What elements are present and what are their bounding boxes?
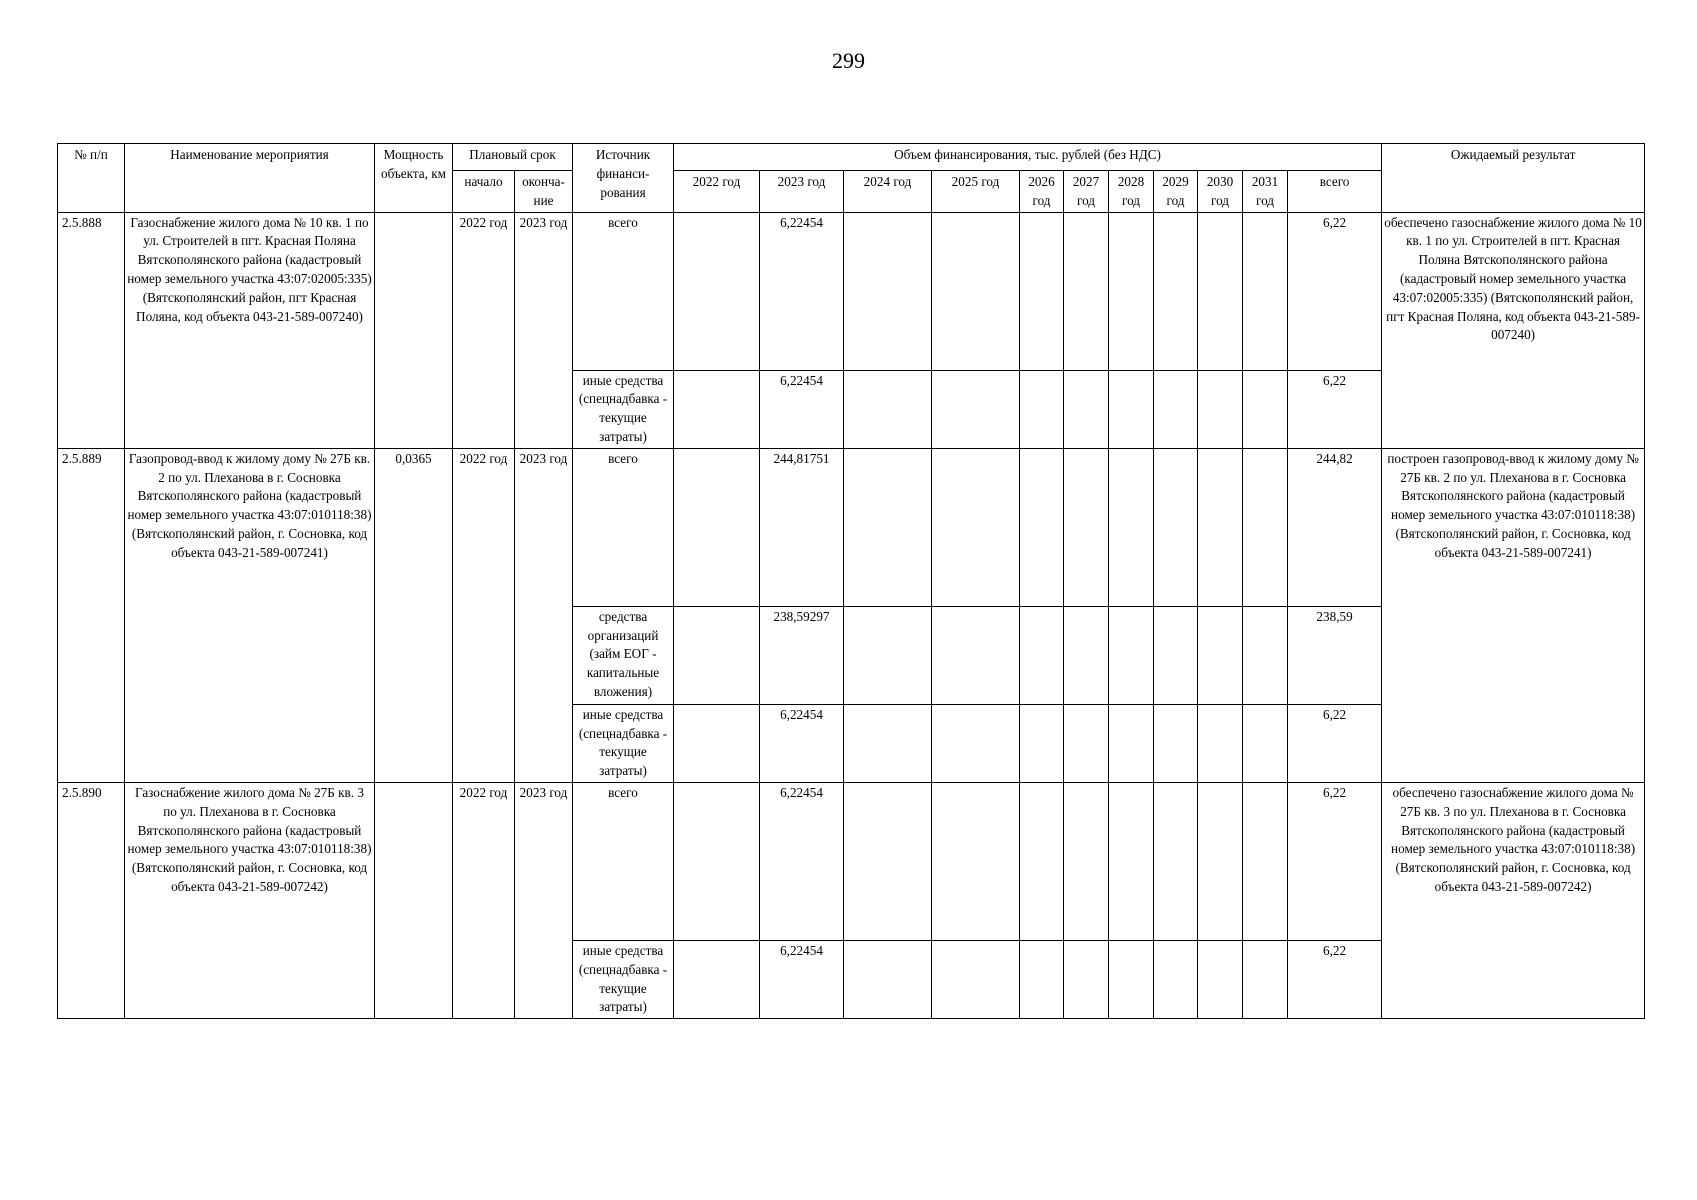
value-2022: [674, 606, 760, 704]
year-header-2022: 2022 год: [674, 171, 760, 213]
value-2024: [844, 782, 932, 940]
measure-name: Газоснабжение жилого дома № 27Б кв. 3 по ул. Плеханова в г. Сосновка Вятскополянского района (кадастровый номер земельного участка 43:07:010118:38) (Вятскополянский район, г. Сосновка, код объекта 043-21-589-007242): [125, 782, 375, 1018]
value-2026: [1020, 704, 1064, 782]
col-total-header: всего: [1288, 171, 1382, 213]
funding-source: иные средства (спецнадбавка - текущие затраты): [573, 704, 674, 782]
value-2028: [1109, 370, 1154, 448]
year-header-2024: 2024 год: [844, 171, 932, 213]
value-2030: [1198, 704, 1243, 782]
value-2023: 6,22454: [760, 940, 844, 1018]
col-end-header: оконча-ние: [515, 171, 573, 213]
value-2027: [1064, 606, 1109, 704]
year-header-2029: 2029 год: [1154, 171, 1198, 213]
value-2024: [844, 212, 932, 370]
funding-source: иные средства (спецнадбавка - текущие затраты): [573, 370, 674, 448]
year-header-2027: 2027 год: [1064, 171, 1109, 213]
value-2022: [674, 370, 760, 448]
year-header-2028: 2028 год: [1109, 171, 1154, 213]
value-2025: [932, 782, 1020, 940]
col-result-header: Ожидаемый результат: [1382, 144, 1645, 213]
value-2026: [1020, 940, 1064, 1018]
value-2027: [1064, 782, 1109, 940]
value-2024: [844, 370, 932, 448]
funding-source: иные средства (спецнадбавка - текущие затраты): [573, 940, 674, 1018]
start-year: 2022 год: [453, 782, 515, 1018]
col-funding-header: Объем финансирования, тыс. рублей (без НДС): [674, 144, 1382, 171]
value-2022: [674, 704, 760, 782]
value-2029: [1154, 606, 1198, 704]
value-total: 6,22: [1288, 940, 1382, 1018]
value-2023: 6,22454: [760, 782, 844, 940]
value-2029: [1154, 940, 1198, 1018]
funding-source: средства организаций (займ ЕОГ - капитальные вложения): [573, 606, 674, 704]
value-2030: [1198, 370, 1243, 448]
value-2027: [1064, 370, 1109, 448]
capacity-value: 0,0365: [375, 448, 453, 782]
value-2028: [1109, 448, 1154, 606]
value-2025: [932, 212, 1020, 370]
table-body: [58, 212, 1645, 1019]
col-start-header: начало: [453, 171, 515, 213]
value-2029: [1154, 782, 1198, 940]
value-2022: [674, 782, 760, 940]
value-2027: [1064, 212, 1109, 370]
table-row: [58, 782, 1645, 940]
value-2031: [1243, 212, 1288, 370]
value-2028: [1109, 782, 1154, 940]
funding-source: всего: [573, 782, 674, 940]
value-2030: [1198, 940, 1243, 1018]
value-2026: [1020, 782, 1064, 940]
value-2027: [1064, 940, 1109, 1018]
value-2030: [1198, 212, 1243, 370]
value-2028: [1109, 940, 1154, 1018]
col-capacity-header: Мощность объекта, км: [375, 144, 453, 213]
year-header-2023: 2023 год: [760, 171, 844, 213]
value-2029: [1154, 704, 1198, 782]
value-2026: [1020, 448, 1064, 606]
year-header-2026: 2026 год: [1020, 171, 1064, 213]
col-term-header: Плановый срок: [453, 144, 573, 171]
value-total: 6,22: [1288, 370, 1382, 448]
capacity-value: [375, 212, 453, 448]
value-2026: [1020, 606, 1064, 704]
value-2026: [1020, 370, 1064, 448]
value-2023: 238,59297: [760, 606, 844, 704]
value-total: 6,22: [1288, 782, 1382, 940]
col-name-header: Наименование мероприятия: [125, 144, 375, 213]
row-number: 2.5.888: [58, 212, 125, 448]
value-2028: [1109, 704, 1154, 782]
value-2023: 6,22454: [760, 370, 844, 448]
end-year: 2023 год: [515, 448, 573, 782]
col-num-header: № п/п: [58, 144, 125, 213]
value-2023: 6,22454: [760, 704, 844, 782]
value-2031: [1243, 782, 1288, 940]
value-2027: [1064, 448, 1109, 606]
financing-table: [57, 143, 1645, 1019]
value-2024: [844, 606, 932, 704]
value-2023: 6,22454: [760, 212, 844, 370]
year-header-2031: 2031 год: [1243, 171, 1288, 213]
measure-name: Газоснабжение жилого дома № 10 кв. 1 по ул. Строителей в пгт. Красная Поляна Вятскополянского района (кадастровый номер земельного участка 43:07:02005:335) (Вятскополянский район, пгт Красная Поляна, код объекта 043-21-589-007240): [125, 212, 375, 448]
expected-result: обеспечено газоснабжение жилого дома № 27Б кв. 3 по ул. Плеханова в г. Сосновка Вятскополянского района (кадастровый номер земельного участка 43:07:010118:38) (Вятскополянский район, г. Сосновка, код объекта 043-21-589-007242): [1382, 782, 1645, 1018]
value-2022: [674, 940, 760, 1018]
value-2028: [1109, 212, 1154, 370]
value-2029: [1154, 370, 1198, 448]
value-2030: [1198, 782, 1243, 940]
row-number: 2.5.889: [58, 448, 125, 782]
page-number: 299: [832, 48, 865, 73]
row-number: 2.5.890: [58, 782, 125, 1018]
value-2030: [1198, 606, 1243, 704]
value-2023: 244,81751: [760, 448, 844, 606]
end-year: 2023 год: [515, 212, 573, 448]
value-2025: [932, 940, 1020, 1018]
capacity-value: [375, 782, 453, 1018]
value-2029: [1154, 448, 1198, 606]
value-2031: [1243, 370, 1288, 448]
expected-result: построен газопровод-ввод к жилому дому № 27Б кв. 2 по ул. Плеханова в г. Сосновка Вятскополянского района (кадастровый номер земельного участка 43:07:010118:38) (Вятскополянский район, г. Сосновка, код объекта 043-21-589-007241): [1382, 448, 1645, 782]
value-2022: [674, 448, 760, 606]
value-2031: [1243, 448, 1288, 606]
value-2025: [932, 370, 1020, 448]
value-2027: [1064, 704, 1109, 782]
value-2031: [1243, 940, 1288, 1018]
col-source-header: Источник финанси-рования: [573, 144, 674, 213]
value-total: 6,22: [1288, 704, 1382, 782]
table-row: [58, 448, 1645, 606]
table-header: [58, 144, 1645, 213]
value-total: 244,82: [1288, 448, 1382, 606]
expected-result: обеспечено газоснабжение жилого дома № 10 кв. 1 по ул. Строителей в пгт. Красная Поляна Вятскополянского района (кадастровый номер земельного участка 43:07:02005:335) (Вятскополянский район, пгт Красная Поляна, код объекта 043-21-589-007240): [1382, 212, 1645, 448]
funding-source: всего: [573, 212, 674, 370]
value-2031: [1243, 704, 1288, 782]
value-total: 6,22: [1288, 212, 1382, 370]
table-row: [58, 212, 1645, 370]
value-2025: [932, 448, 1020, 606]
value-2025: [932, 704, 1020, 782]
value-2030: [1198, 448, 1243, 606]
start-year: 2022 год: [453, 212, 515, 448]
start-year: 2022 год: [453, 448, 515, 782]
end-year: 2023 год: [515, 782, 573, 1018]
measure-name: Газопровод-ввод к жилому дому № 27Б кв. 2 по ул. Плеханова в г. Сосновка Вятскополянского района (кадастровый номер земельного участка 43:07:010118:38) (Вятскополянский район, г. Сосновка, код объекта 043-21-589-007241): [125, 448, 375, 782]
value-2024: [844, 704, 932, 782]
value-2024: [844, 448, 932, 606]
value-total: 238,59: [1288, 606, 1382, 704]
value-2025: [932, 606, 1020, 704]
value-2028: [1109, 606, 1154, 704]
value-2022: [674, 212, 760, 370]
value-2026: [1020, 212, 1064, 370]
funding-source: всего: [573, 448, 674, 606]
value-2029: [1154, 212, 1198, 370]
year-header-2030: 2030 год: [1198, 171, 1243, 213]
value-2031: [1243, 606, 1288, 704]
value-2024: [844, 940, 932, 1018]
year-header-2025: 2025 год: [932, 171, 1020, 213]
